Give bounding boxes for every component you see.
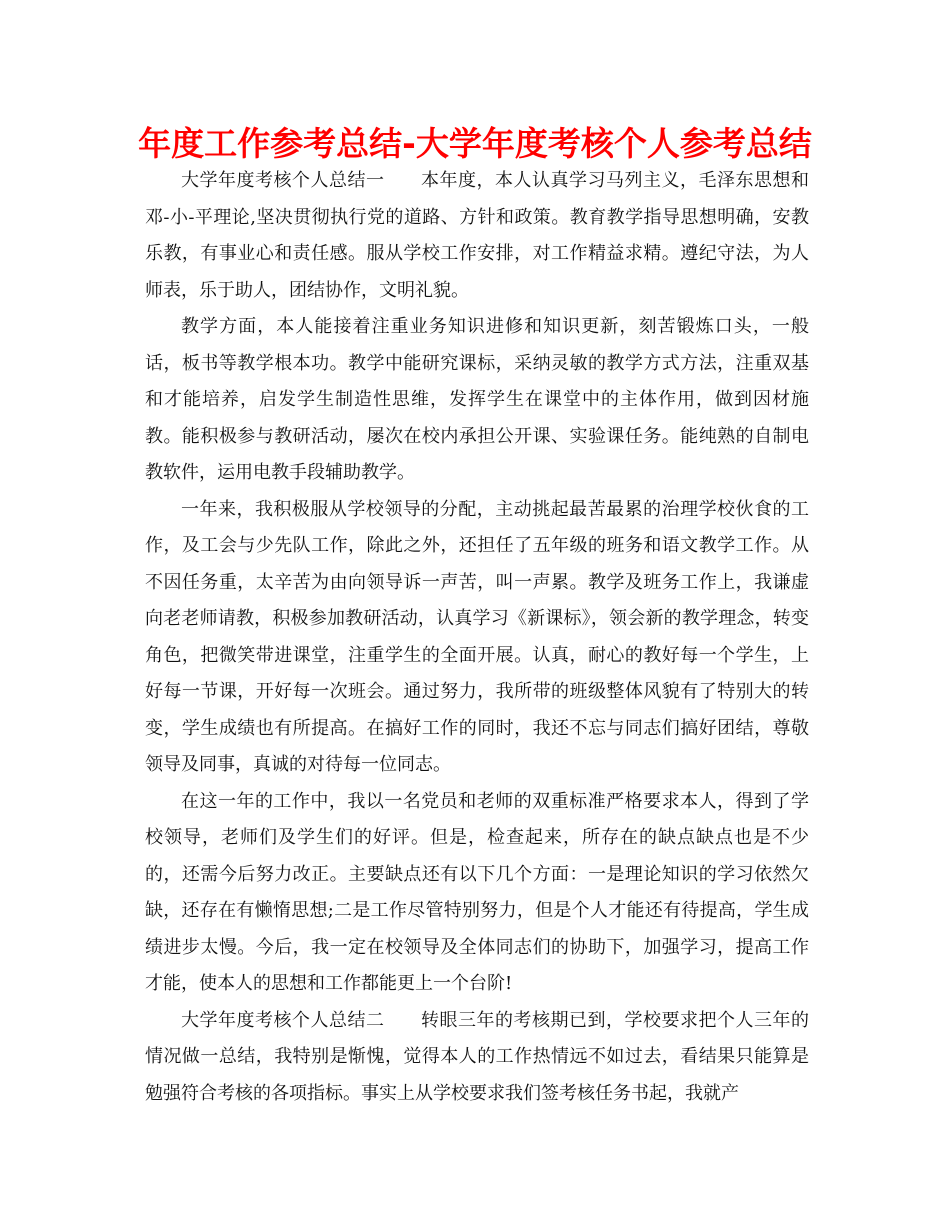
paragraph-1 [145, 163, 809, 309]
paragraph-lead: 大学年度考核个人总结二 [181, 1009, 385, 1031]
paragraph-4 [145, 784, 809, 1003]
paragraph-3 [145, 492, 809, 784]
document-body [145, 163, 809, 1112]
paragraph-lead: 大学年度考核个人总结一 [181, 170, 385, 191]
paragraph-2 [145, 309, 809, 492]
paragraph-text: 转眼三年的考核期已到，学校要求把个人三年的情况做一总结，我特别是惭愧，觉得本人的工作热情远不如过去，看结果只能算是勉强符合考核的各项指标。事实上从学校要求我们签考核任务书起，我就产 [145, 1009, 809, 1104]
paragraph-text: 本年度，本人认真学习马列主义，毛泽东思想和邓-小-平理论,坚决贯彻执行党的道路、方针和政策。教育教学指导思想明确，安教乐教，有事业心和责任感。服从学校工作安排，对工作精益求精。遵纪守法，为人师表，乐于助人，团结协作，文明礼貌。 [145, 170, 809, 301]
paragraph-5 [145, 1003, 809, 1113]
document-title: 年度工作参考总结-大学年度考核个人参考总结 [138, 124, 812, 163]
paragraph-text: 教学方面，本人能接着注重业务知识进修和知识更新，刻苦锻炼口头，一般话，板书等教学根本功。教学中能研究课标，采纳灵敏的教学方式方法，注重双基和才能培养，启发学生制造性思维，发挥学生在课堂中的主体作用，做到因材施教。能积极参与教研活动，屡次在校内承担公开课、实验课任务。能纯熟的自制电教软件，运用电教手段辅助教学。 [145, 316, 809, 483]
paragraph-text: 一年来，我积极服从学校领导的分配，主动挑起最苦最累的治理学校伙食的工作，及工会与少先队工作，除此之外，还担任了五年级的班务和语文教学工作。从不因任务重，太辛苦为由向领导诉一声苦，叫一声累。教学及班务工作上，我谦虚向老老师请教，积极参加教研活动，认真学习《新课标》，领会新的教学理念，转变角色，把微笑带进课堂，注重学生的全面开展。认真，耐心的教好每一个学生，上好每一节课，开好每一次班会。通过努力，我所带的班级整体风貌有了特别大的转变，学生成绩也有所提高。在搞好工作的同时，我还不忘与同志们搞好团结，尊敬领导及同事，真诚的对待每一位同志。 [145, 498, 809, 775]
paragraph-text: 在这一年的工作中，我以一名党员和老师的双重标准严格要求本人，得到了学校领导，老师们及学生们的好评。但是，检查起来，所存在的缺点缺点也是不少的，还需今后努力改正。主要缺点还有以下几个方面：一是理论知识的学习依然欠缺，还存在有懒惰思想;二是工作尽管特别努力，但是个人才能还有待提高，学生成绩进步太慢。今后，我一定在校领导及全体同志们的协助下，加强学习，提高工作才能，使本人的思想和工作都能更上一个台阶! [145, 790, 809, 994]
